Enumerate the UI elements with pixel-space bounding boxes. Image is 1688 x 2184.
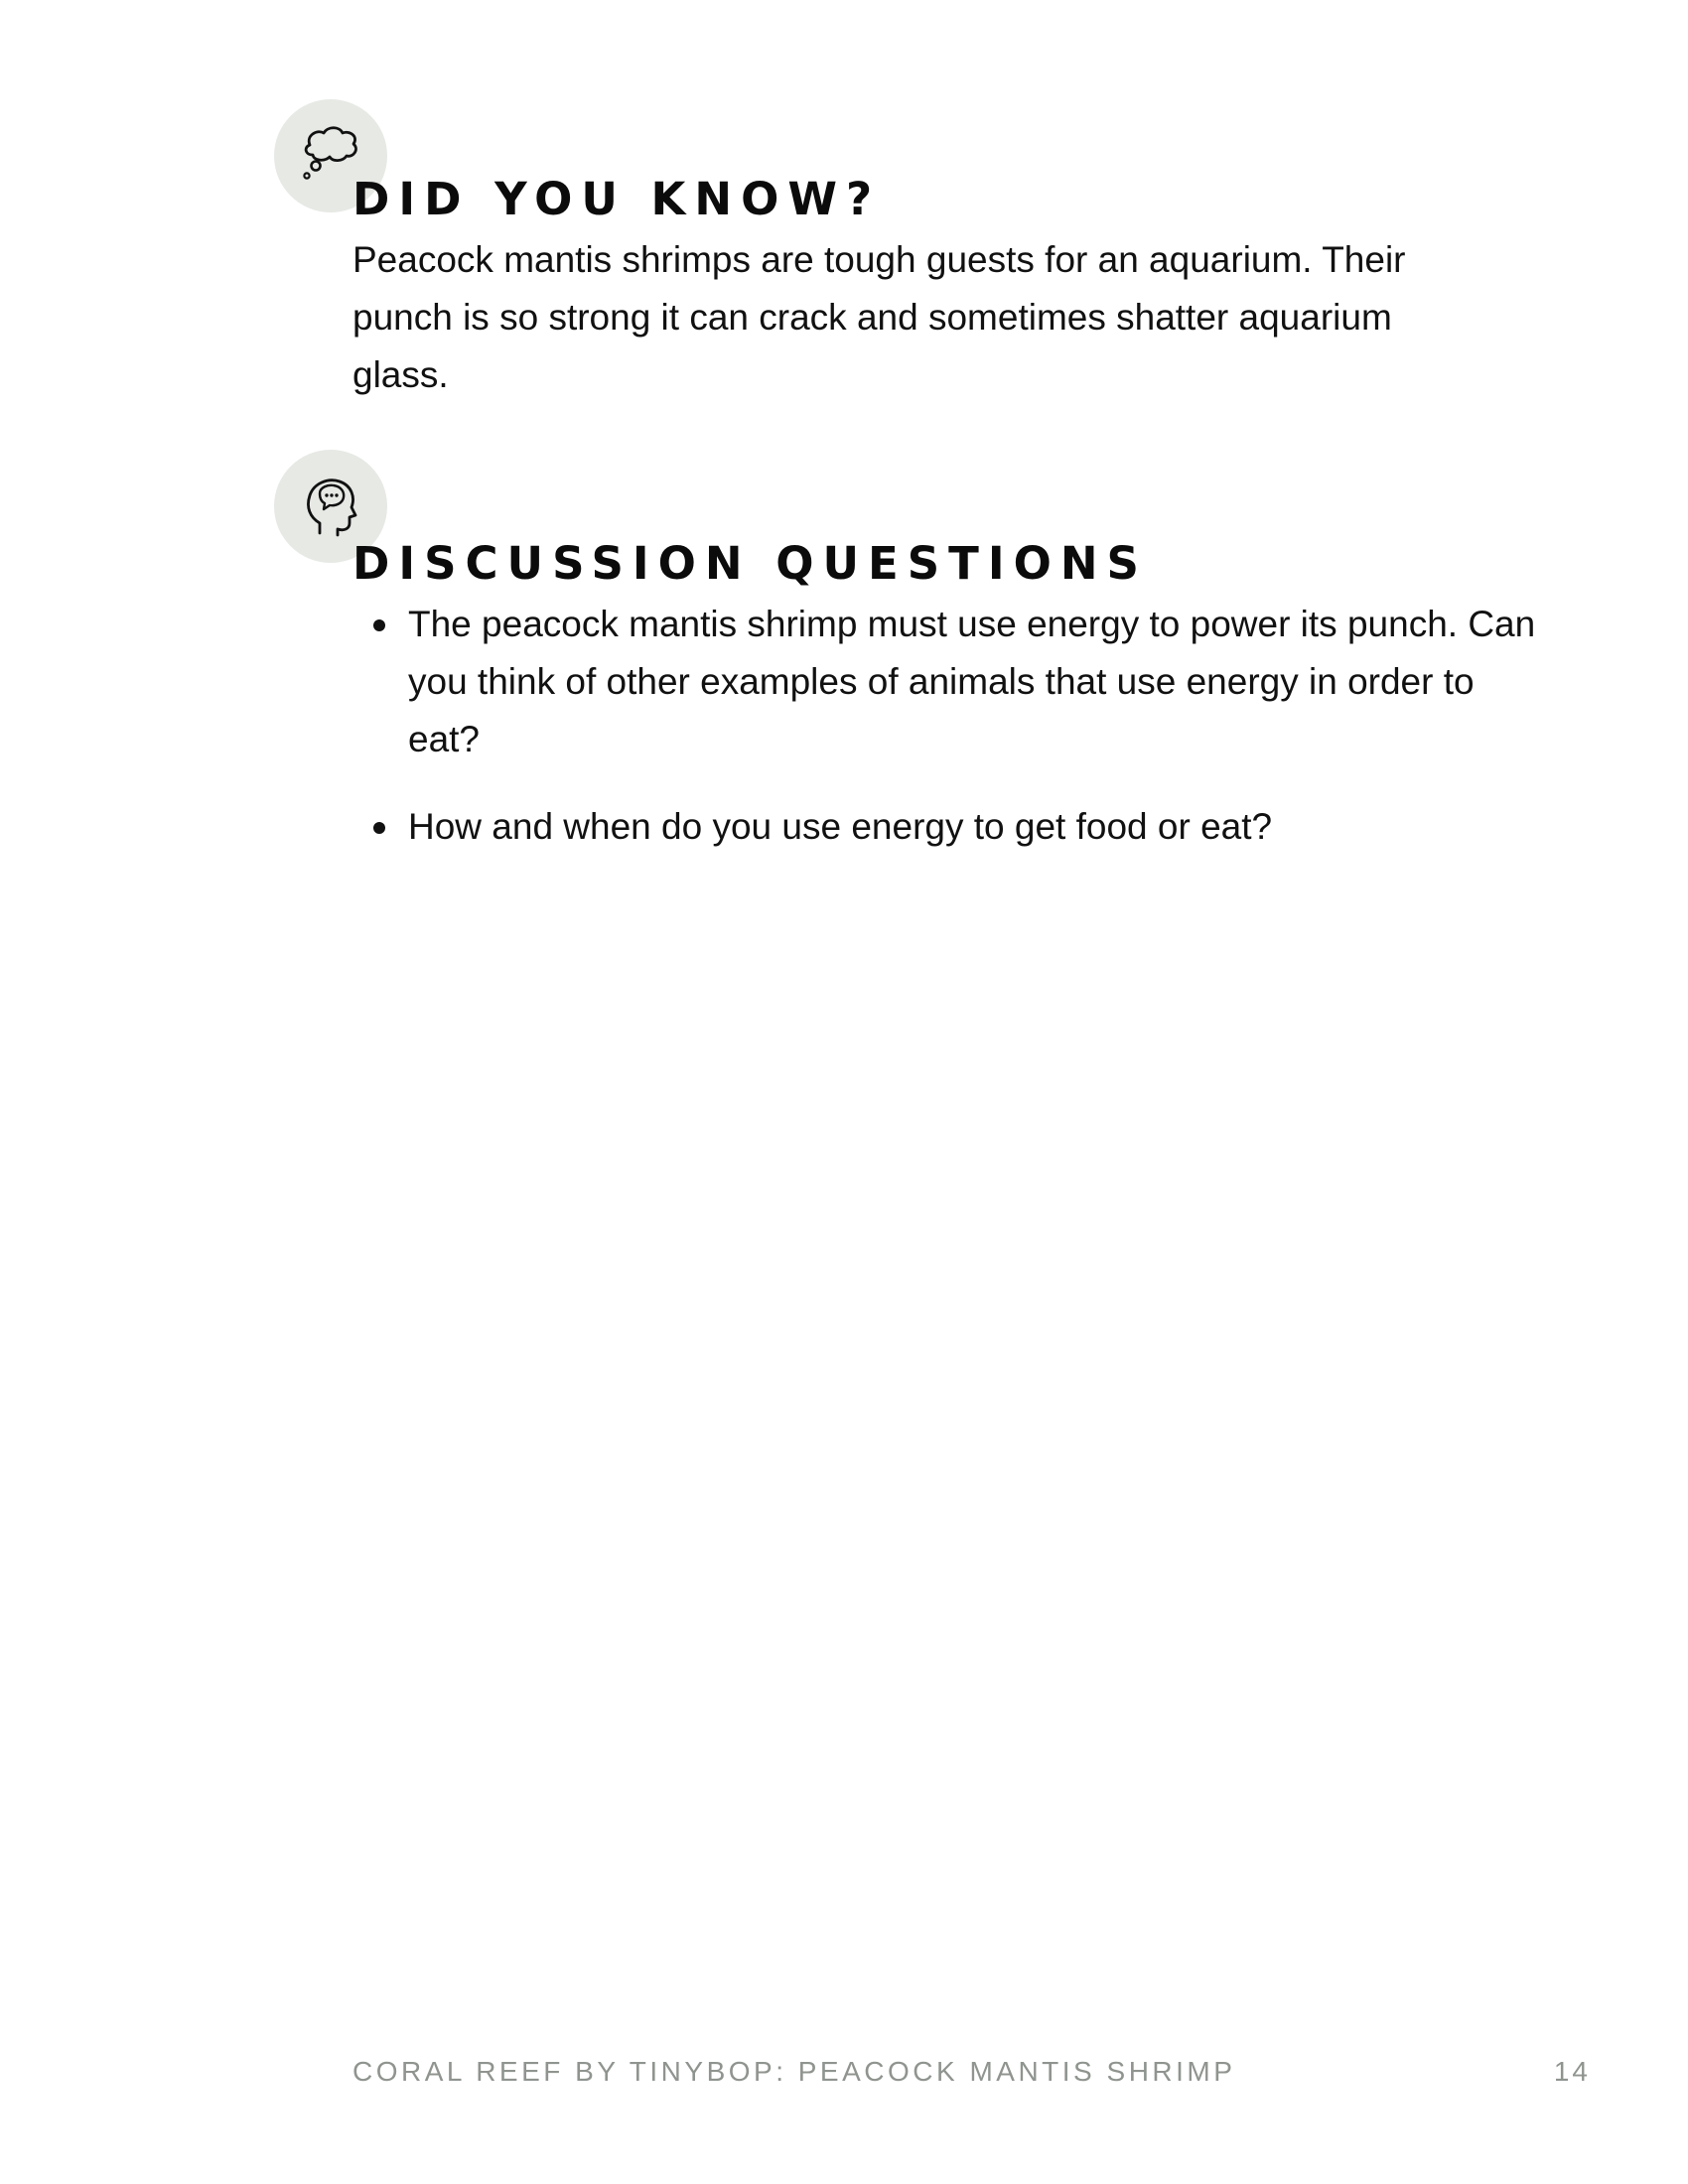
question-text: How and when do you use energy to get food or eat? <box>408 806 1273 847</box>
bullet-icon <box>373 822 385 834</box>
footer-title: CORAL REEF BY TINYBOP: PEACOCK MANTIS SHRIMP <box>352 2056 1236 2087</box>
page-number: 14 <box>1553 2056 1591 2087</box>
did-you-know-heading: DID YOU KNOW? <box>352 173 882 225</box>
did-you-know-text: Peacock mantis shrimps are tough guests for an aquarium. Their punch is so strong it can crack and sometimes shatter aquarium glass. <box>352 239 1406 395</box>
question-text: The peacock mantis shrimp must use energy to power its punch. Can you think of other examples of animals that use energy in order to eat? <box>408 604 1536 759</box>
list-item <box>352 798 1544 856</box>
bullet-icon <box>373 619 385 631</box>
head-speech-bubble-icon <box>296 472 365 541</box>
discussion-heading: DISCUSSION QUESTIONS <box>352 537 1148 590</box>
list-item <box>352 596 1544 768</box>
discussion-question-list <box>352 596 1544 886</box>
